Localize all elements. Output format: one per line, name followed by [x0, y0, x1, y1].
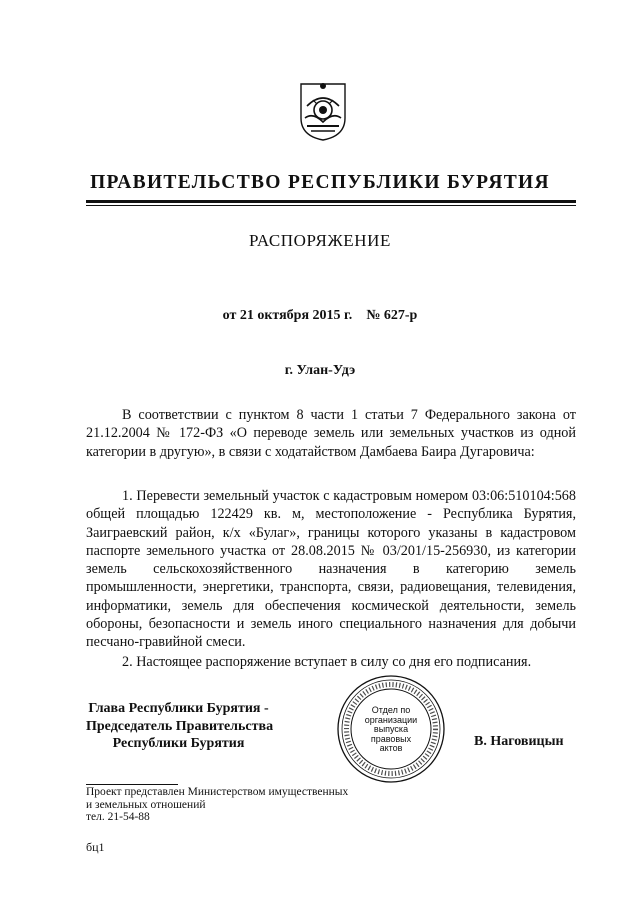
signatory-title [86, 700, 274, 753]
footnote-line: и земельных отношений [86, 798, 206, 811]
footnote-line: Проект представлен Министерством имущественных [86, 786, 349, 798]
signatory-title-line: Председатель Правительства [86, 718, 274, 734]
document-code: бц1 [86, 840, 105, 854]
footnote [86, 786, 406, 824]
order-item-2: 2. Настоящее распоряжение вступает в силу со дня его подписания. [122, 654, 532, 670]
preamble-paragraph: В соответствии с пунктом 8 части 1 статьи 7 Федерального закона от 21.12.2004 № 172-ФЗ «О переводе земель или земельных участков из одной категории в другую», в связи с ходатайством Дамбаева Баира Дугаровича: [86, 407, 576, 460]
document-city: г. Улан-Удэ [284, 363, 356, 378]
stamp-text-line: организации [364, 714, 418, 725]
date-number-line [0, 308, 640, 324]
stamp-text-line: правовых [370, 733, 412, 744]
order-item-1: 1. Перевести земельный участок с кадастровым номером 03:06:510104:568 общей площадью 122429 кв. м, местоположение - Республика Бурятия, Заиграевский район, к/х «Булаг», границы которого указаны в кадастровом паспорте земельного участка от 28.08.2015 № 03/201/15-256930, из категории земель сельскохозяйственного назначения в категорию земель промышленности, энергетики, транспорта, связи, радиовещания, телевидения, информатики, земель для обеспечения космической деятельности, земель обороны, безопасности и земель иного специального назначения для добычи песчано-гравийной смеси. [86, 488, 576, 651]
document-number: № 627-р [366, 308, 418, 323]
stamp-text-line: Отдел по [371, 705, 411, 715]
header-divider-thick [86, 200, 576, 203]
signatory-title-line: Глава Республики Бурятия - [88, 701, 269, 716]
organization-title: ПРАВИТЕЛЬСТВО РЕСПУБЛИКИ БУРЯТИЯ [90, 172, 550, 193]
document-type: РАСПОРЯЖЕНИЕ [248, 231, 392, 250]
signatory-title-line: Республики Бурятия [112, 736, 245, 751]
stamp-text-line: выпуска [373, 724, 409, 735]
coat-of-arms-icon [297, 78, 349, 142]
stamp-text-line: актов [379, 743, 403, 754]
document-date: от 21 октября 2015 г. [222, 308, 353, 323]
footnote-phone: тел. 21-54-88 [86, 811, 150, 824]
header-divider-thin [86, 205, 576, 206]
signer-name: В. Наговицын [474, 734, 564, 749]
footnote-divider [86, 784, 178, 785]
stamp-text [355, 706, 427, 754]
